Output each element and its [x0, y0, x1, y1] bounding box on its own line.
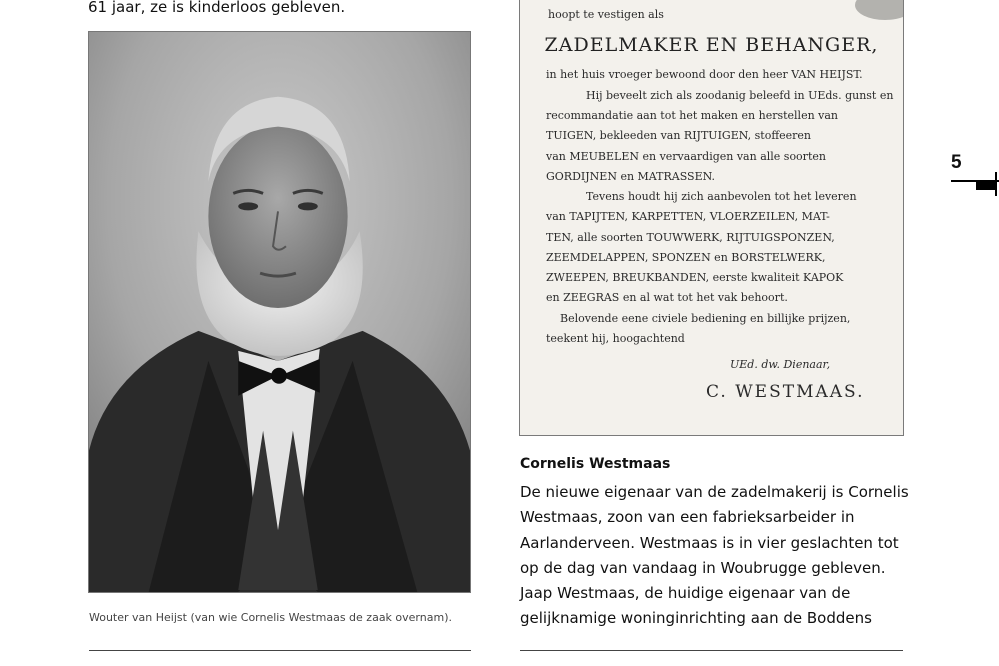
advertisement-clipping: [519, 0, 904, 436]
article-line: De nieuwe eigenaar van de zadelmakerij is Cornelis: [520, 483, 909, 501]
ad-line: ZEEMDELAPPEN, SPONZEN en BORSTELWERK,: [546, 251, 826, 264]
intro-text: 61 jaar, ze is kinderloos gebleven.: [88, 0, 346, 16]
article-line: Jaap Westmaas, de huidige eigenaar van de: [520, 584, 851, 603]
ink-stain: [855, 0, 904, 20]
ad-line: Belovende eene civiele bediening en billijke prijzen,: [560, 312, 851, 325]
ad-line: TUIGEN, bekleeden van RIJTUIGEN, stoffeeren: [546, 129, 812, 142]
right-column-divider: [520, 650, 903, 651]
article-line: Aarlanderveen. Westmaas is in vier geslachten tot: [520, 533, 899, 552]
article-body: [520, 480, 920, 632]
article-line: gelijknamige woninginrichting aan de Boddens: [520, 609, 872, 628]
ad-line: ZWEEPEN, BREUKBANDEN, eerste kwaliteit KAPOK: [546, 271, 844, 284]
ad-line: recommandatie aan tot het maken en herstellen van: [546, 109, 839, 122]
article-title: Cornelis Westmaas: [520, 456, 671, 472]
ad-line: in het huis vroeger bewoond door den heer VAN HEIJST.: [546, 68, 863, 81]
ad-line: hoopt te vestigen als: [548, 8, 664, 21]
ad-line: Tevens houdt hij zich aanbevolen tot het leveren: [586, 190, 857, 203]
page-marker-tick: [995, 172, 997, 196]
portrait-photo: [88, 31, 471, 593]
portrait-image: [89, 32, 470, 592]
page-marker: [976, 181, 996, 190]
ad-headline: ZADELMAKER EN BEHANGER,: [544, 34, 879, 56]
article-line: op de dag van vandaag in Woubrugge gebleven.: [520, 558, 886, 577]
ad-line: Hij beveelt zich als zoodanig beleefd in UEds. gunst en: [586, 89, 894, 102]
left-column-divider: [89, 650, 471, 651]
ad-line: TEN, alle soorten TOUWWERK, RIJTUIGSPONZEN,: [546, 231, 835, 244]
ad-line: en ZEEGRAS en al wat tot het vak behoort.: [546, 291, 788, 304]
ad-signature-name: C. WESTMAAS.: [706, 382, 865, 402]
photo-caption: Wouter van Heijst (van wie Cornelis Westmaas de zaak overnam).: [89, 611, 452, 624]
ad-line: van TAPIJTEN, KARPETTEN, VLOERZEILEN, MAT-: [546, 210, 830, 223]
page-number: 5: [951, 152, 962, 173]
ad-signature-line: UEd. dw. Dienaar,: [730, 358, 831, 371]
article-line: Westmaas, zoon van een fabrieksarbeider in: [520, 508, 855, 527]
ad-line: GORDIJNEN en MATRASSEN.: [546, 170, 716, 183]
ad-line: van MEUBELEN en vervaardigen van alle soorten: [546, 150, 826, 163]
ad-line: teekent hij, hoogachtend: [546, 332, 685, 345]
